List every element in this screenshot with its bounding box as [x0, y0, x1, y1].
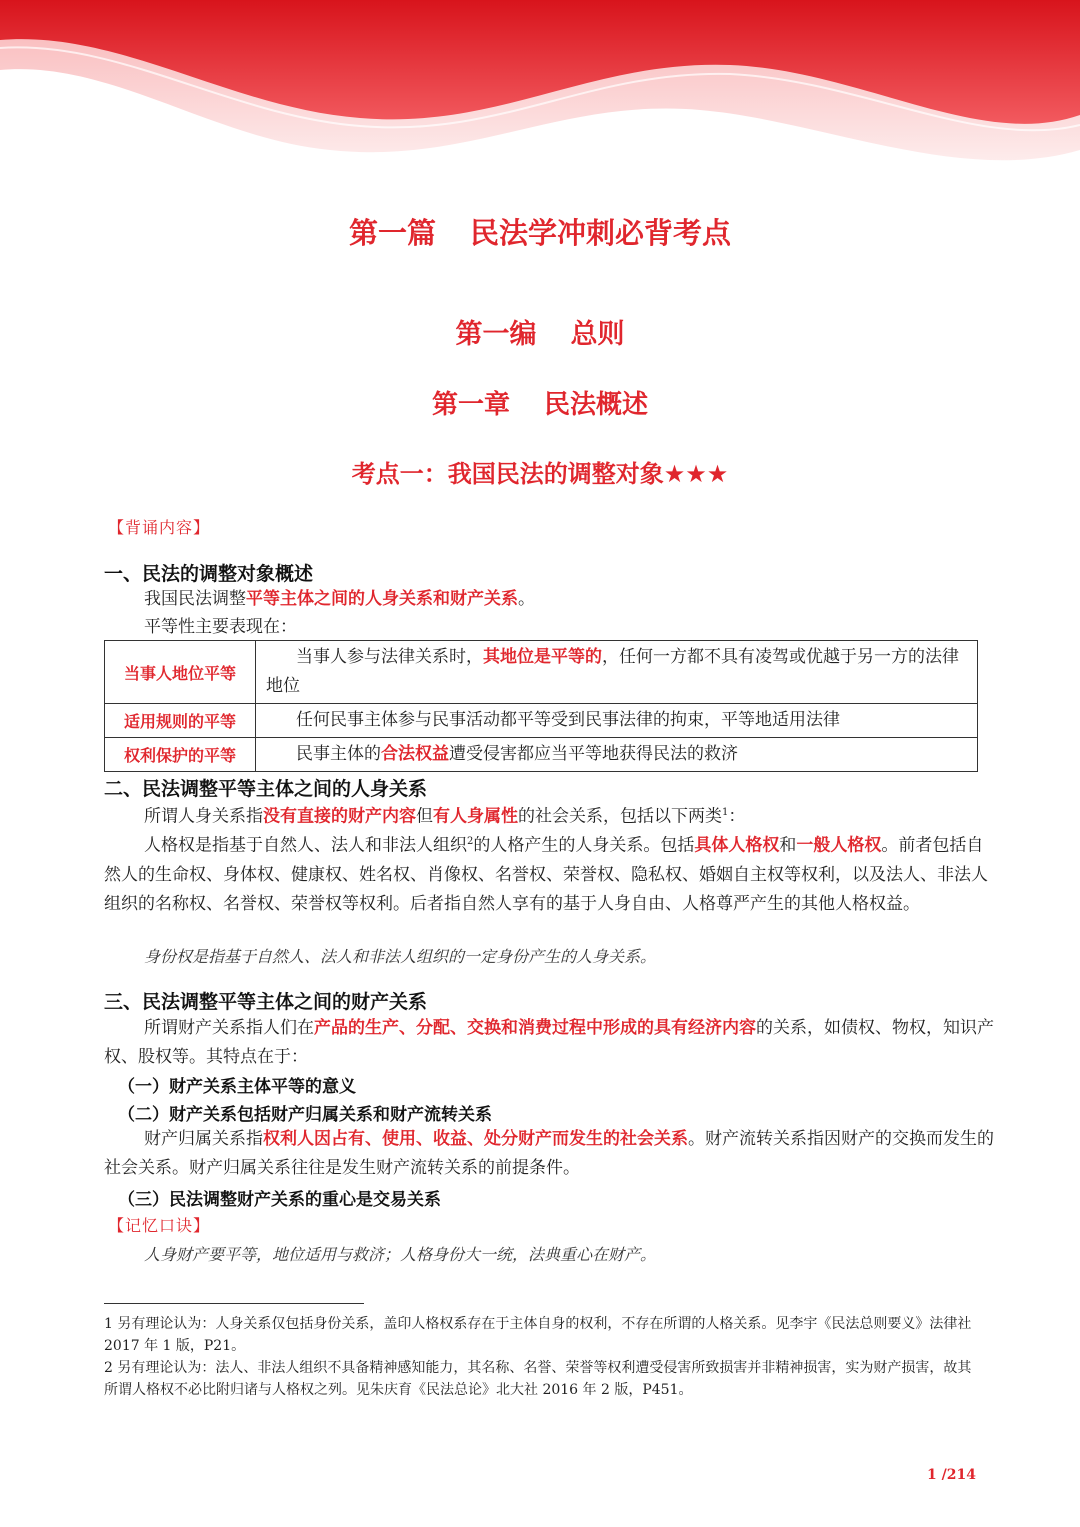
- subheading-2: （二）财产关系包括财产归属关系和财产流转关系: [118, 1105, 492, 1125]
- section-title: 第一编 总则: [455, 319, 625, 350]
- section-1-heading: 一、民法的调整对象概述: [104, 563, 314, 585]
- table-row: [105, 738, 978, 772]
- chapter-title: 第一章 民法概述: [431, 390, 649, 420]
- section-1-paragraph: 我国民法调整平等主体之间的人身关系和财产关系。: [144, 589, 535, 609]
- recite-tag: 【背诵内容】: [108, 518, 211, 537]
- table-row: [105, 704, 978, 738]
- page-number: 1 /214: [927, 1467, 976, 1483]
- footnote-1: 1 另有理论认为：人身关系仅包括身份关系，盖印人格权系存在于主体自身的权利，不存在所谓的人格关系。见李宇《民法总则要义》法律社 2017 年 1 版，P21。: [104, 1316, 972, 1354]
- section-1-lead: 平等性主要表现在：: [144, 617, 297, 637]
- memory-tag: 【记忆口诀】: [108, 1216, 211, 1235]
- row-description: 民事主体的合法权益遭受侵害都应当平等地获得民法的救济: [256, 738, 978, 772]
- section-2-heading: 二、民法调整平等主体之间的人身关系: [104, 778, 428, 800]
- section-2-paragraph-2: 人格权是指基于自然人、法人和非法人组织$^2$的人格产生的人身关系。包括具体人格权和一般人格权。前者包括自然人的生命权、身体权、健康权、姓名权、肖像权、名誉权、荣誉权、隐私权、婚姻自主权等权利，以及法人、非法人组织的名称权、名誉权、荣誉权等权利。后者指自然人享有的基于人身自由、人格尊严产生的其他人格权益。: [104, 835, 988, 914]
- memory-text: 人身财产要平等，地位适用与救济；人格身份大一统，法典重心在财产。: [144, 1245, 657, 1264]
- equality-table: [104, 640, 978, 772]
- row-label: 适用规则的平等: [105, 704, 256, 738]
- section-2-paragraph-1: 所谓人身关系指没有直接的财产内容但有人身属性的社会关系，包括以下两类$^1$：: [144, 806, 746, 827]
- section-3-heading: 三、民法调整平等主体之间的财产关系: [104, 991, 428, 1013]
- part-title: 第一篇 民法学冲刺必背考点: [348, 216, 732, 250]
- row-label: 权利保护的平等: [105, 738, 256, 772]
- footnote-2: 2 另有理论认为：法人、非法人组织不具备精神感知能力，其名称、名誉、荣誉等权利遭受侵害所致损害并非精神损害，实为财产损害，故其所谓人格权不必比附归诸与人格权之列。见朱庆育《民法总论》北大社 2016 年 2 版，P451。: [104, 1360, 972, 1398]
- section-3-paragraph-2: 财产归属关系指权利人因占有、使用、收益、处分财产而发生的社会关系。财产流转关系指因财产的交换而发生的社会关系。财产归属关系往往是发生财产流转关系的前提条件。: [104, 1129, 994, 1178]
- section-3-paragraph-1: 所谓财产关系指人们在产品的生产、分配、交换和消费过程中形成的具有经济内容的关系，如债权、物权，知识产权、股权等。其特点在于：: [104, 1018, 994, 1067]
- row-description: 任何民事主体参与民事活动都平等受到民事法律的拘束，平等地适用法律: [256, 704, 978, 738]
- row-description: 当事人参与法律关系时，其地位是平等的，任何一方都不具有凌驾或优越于另一方的法律地位: [256, 641, 978, 704]
- subheading-3: （三）民法调整财产关系的重心是交易关系: [118, 1190, 441, 1210]
- table-row: [105, 641, 978, 704]
- point-title: 考点一：我国民法的调整对象★★★: [351, 460, 729, 488]
- section-2-paragraph-3: 身份权是指基于自然人、法人和非法人组织的一定身份产生的人身关系。: [144, 947, 657, 966]
- row-label: 当事人地位平等: [105, 641, 256, 704]
- footnote-divider: [104, 1303, 364, 1304]
- header-wave-banner: [0, 0, 1080, 185]
- subheading-1: （一）财产关系主体平等的意义: [118, 1077, 356, 1097]
